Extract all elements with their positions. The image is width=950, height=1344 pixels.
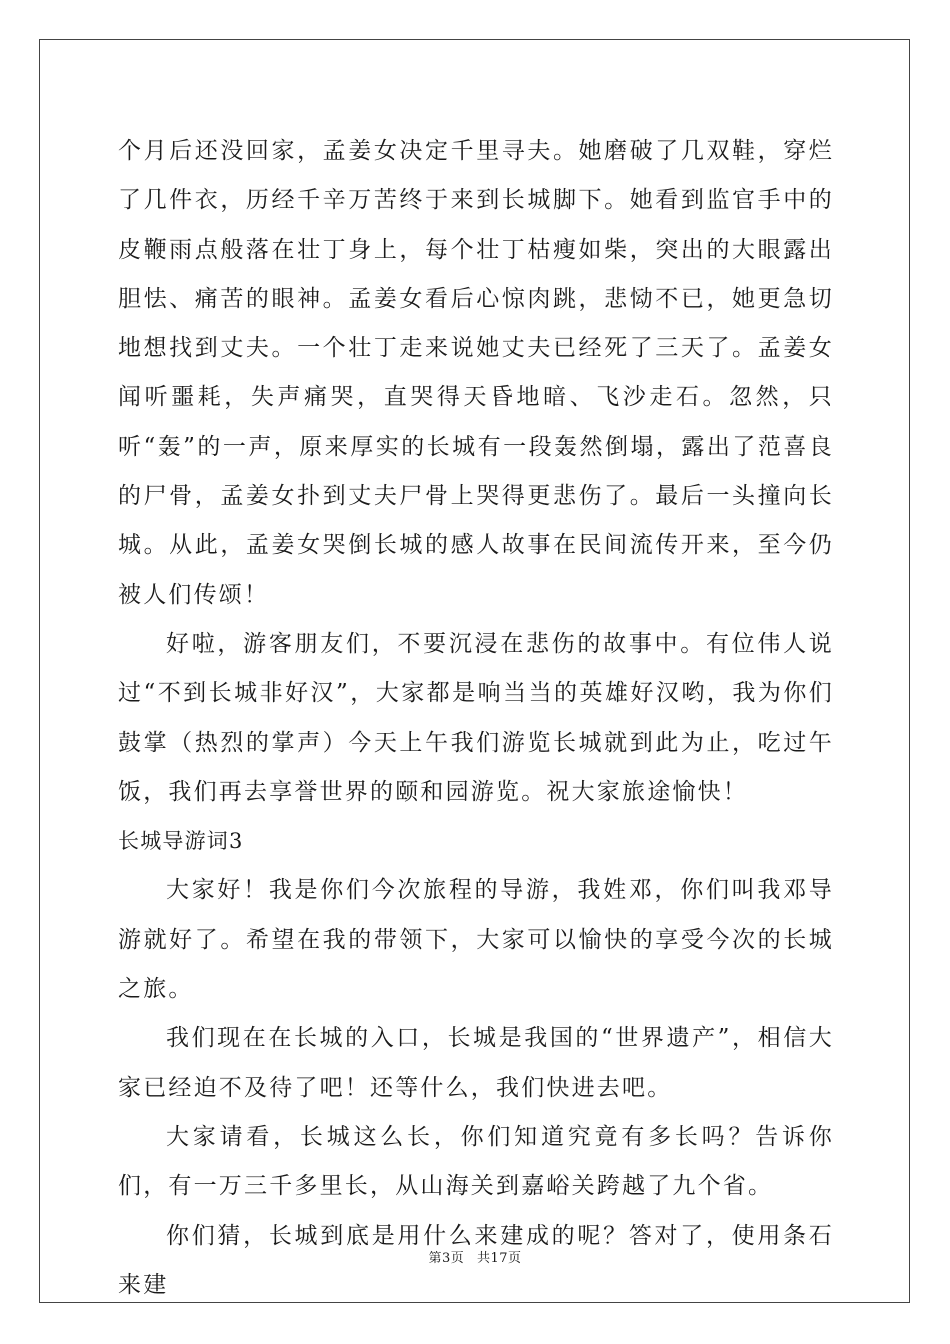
paragraph-story-continued: 个月后还没回家，孟姜女决定千里寻夫。她磨破了几双鞋，穿烂了几件衣，历经千辛万苦终于来到长城脚下。她看到监官手中的皮鞭雨点般落在壮丁身上，每个壮丁枯瘦如柴，突出的大眼露出胆怯、痛苦的眼神。孟姜女看后心惊肉跳，悲恸不已，她更急切地想找到丈夫。一个壮丁走来说她丈夫已经死了三天了。孟姜女闻听噩耗，失声痛哭，直哭得天昏地暗、飞沙走石。忽然，只听“轰”的一声，原来厚实的长城有一段轰然倒塌，露出了范喜良的尸骨，孟姜女扑到丈夫尸骨上哭得更悲伤了。最后一头撞向长城。从此，孟姜女哭倒长城的感人故事在民间流传开来，至今仍被人们传颂！ <box>118 138 834 608</box>
page-number: 第3页 <box>428 1251 465 1266</box>
section-heading: 长城导游词3 <box>118 829 244 854</box>
paragraph-greeting: 大家好！我是你们今次旅程的导游，我姓邓，你们叫我邓导游就好了。希望在我的带领下，大家可以愉快的享受今次的长城之旅。 <box>118 877 834 1003</box>
paragraph-closing-remarks: 好啦，游客朋友们，不要沉浸在悲伤的故事中。有位伟人说过“不到长城非好汉”，大家都是响当当的英雄好汉哟，我为你们鼓掌（热烈的掌声）今天上午我们游览长城就到此为止，吃过午饭，我们再去享誉世界的颐和园游览。祝大家旅途愉快！ <box>118 630 834 805</box>
page-footer <box>0 1247 950 1266</box>
paragraph-entrance: 我们现在在长城的入口，长城是我国的“世界遗产”，相信大家已经迫不及待了吧！还等什么，我们快进去吧。 <box>118 1025 834 1101</box>
document-body <box>118 127 834 1310</box>
paragraph-construction: 你们猜，长城到底是用什么来建成的呢？答对了，使用条石来建 <box>118 1222 834 1298</box>
page-total: 共17页 <box>476 1251 522 1266</box>
paragraph-length: 大家请看，长城这么长，你们知道究竟有多长吗？告诉你们，有一万三千多里长，从山海关到嘉峪关跨越了九个省。 <box>118 1123 834 1200</box>
